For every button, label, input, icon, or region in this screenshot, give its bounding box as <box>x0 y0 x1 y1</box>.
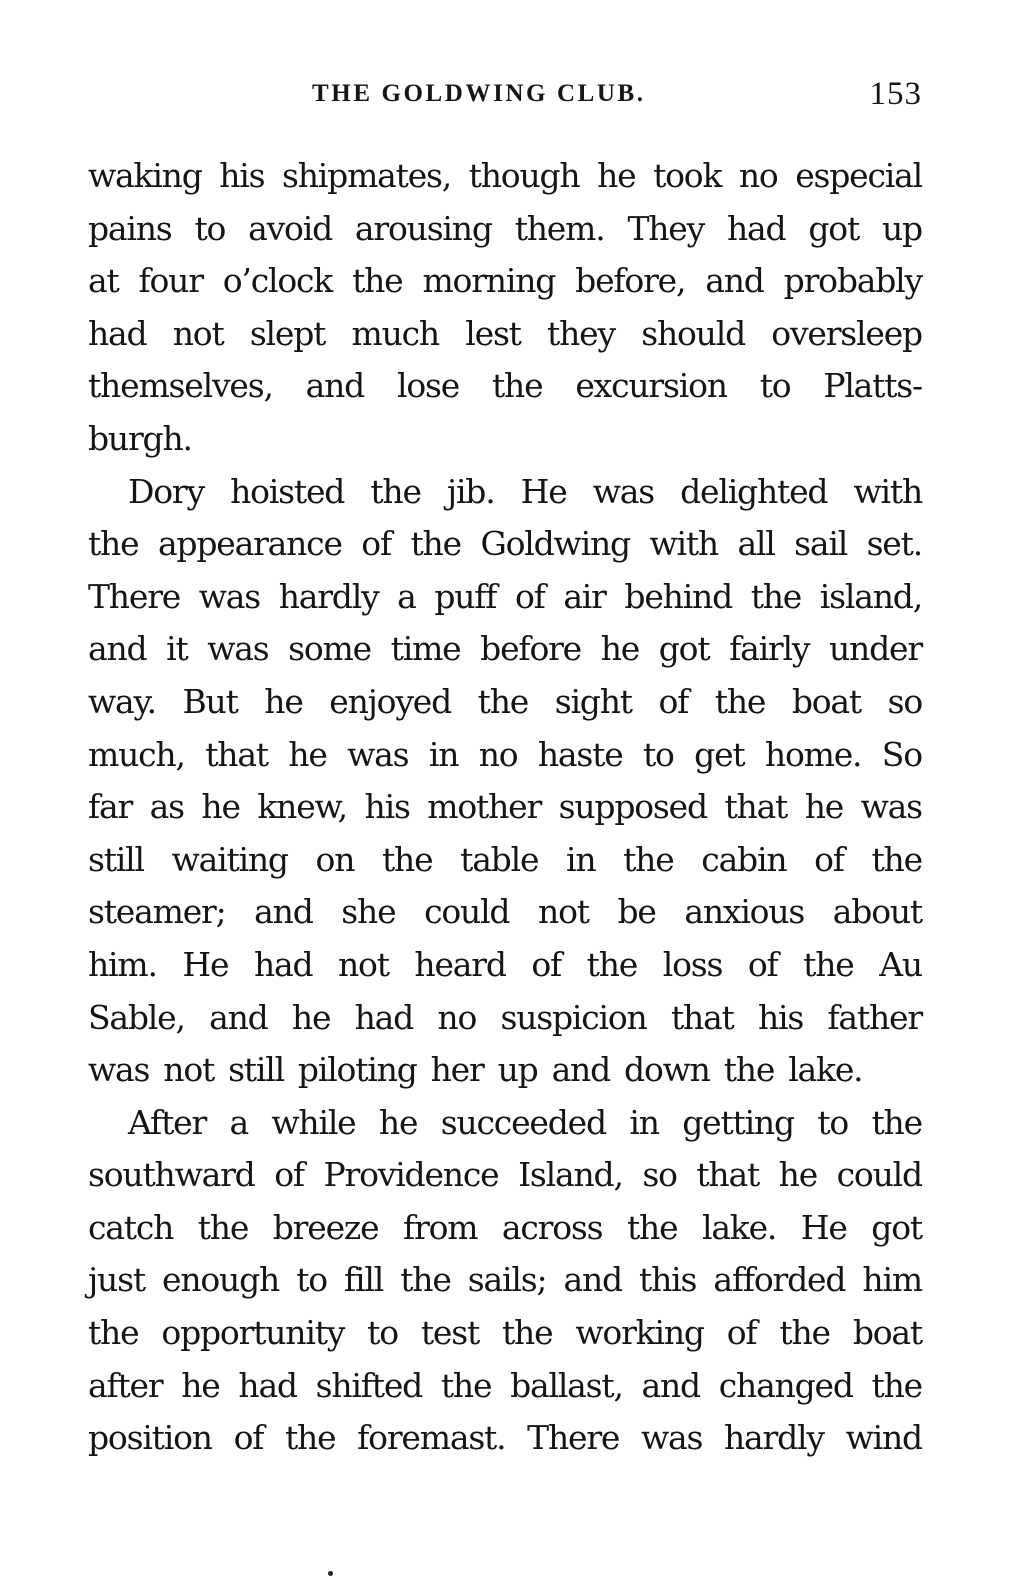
word: especial <box>795 156 922 195</box>
word: slept <box>249 313 326 353</box>
word: got <box>658 629 710 669</box>
word: got <box>808 208 860 248</box>
word: He <box>520 471 567 511</box>
word: suspicion <box>500 997 647 1037</box>
word: haste <box>537 734 623 774</box>
word: they <box>547 313 615 353</box>
word: sails; <box>467 1260 547 1300</box>
word: had <box>354 997 414 1037</box>
word: he <box>181 1365 220 1405</box>
word: opportunity <box>161 1313 345 1353</box>
text-line <box>88 939 922 992</box>
word: sail <box>794 524 848 564</box>
word: he <box>291 997 331 1037</box>
word: after <box>88 1365 163 1405</box>
word: had <box>253 944 313 984</box>
word: father <box>827 997 922 1037</box>
word: the <box>871 1102 922 1142</box>
word: hoisted <box>230 471 345 511</box>
word: afforded <box>713 1260 846 1300</box>
word: far <box>88 787 133 827</box>
word: Sable, <box>88 997 185 1037</box>
word: up <box>497 1050 538 1090</box>
text-line <box>88 886 922 939</box>
page-number: 153 <box>869 76 922 112</box>
word: he <box>378 1102 418 1142</box>
word: he <box>600 629 640 669</box>
word: his <box>364 787 410 827</box>
word: should <box>641 313 745 353</box>
word: mother <box>427 787 542 827</box>
text-line <box>88 992 922 1045</box>
word: his <box>757 997 804 1037</box>
word: and <box>563 1260 622 1300</box>
word: knew, <box>257 787 347 827</box>
word: Au <box>879 944 922 984</box>
word: lake. <box>788 1050 863 1090</box>
word: waking <box>88 156 202 195</box>
text-line <box>88 676 922 729</box>
word: They <box>627 208 705 248</box>
word: burgh. <box>88 418 192 458</box>
text-line <box>88 466 922 519</box>
word: still <box>228 1050 284 1090</box>
word: no <box>478 734 518 774</box>
word: be <box>617 892 656 932</box>
word: the <box>491 366 543 406</box>
word: could <box>424 892 510 932</box>
word: his <box>219 156 265 195</box>
text-line <box>88 203 922 256</box>
word: the <box>871 1365 922 1405</box>
word: shipmates, <box>282 156 452 195</box>
word: the <box>88 524 139 564</box>
word: across <box>501 1207 603 1247</box>
word: anxious <box>684 892 805 932</box>
word: sight <box>554 681 632 721</box>
word: not <box>338 944 389 984</box>
text-line <box>88 308 922 361</box>
word: before <box>480 629 582 669</box>
word: had <box>88 313 147 353</box>
word: fairly <box>729 629 810 669</box>
word: There <box>527 1418 620 1458</box>
word: no <box>437 997 477 1037</box>
word: There <box>88 576 181 616</box>
word: the <box>623 839 674 879</box>
text-line <box>88 1307 922 1360</box>
word: He <box>182 944 229 984</box>
word: and <box>88 629 147 669</box>
text-line <box>88 255 922 308</box>
word: was <box>347 734 409 774</box>
word: the <box>477 681 529 721</box>
word: Platts- <box>823 366 922 406</box>
word: enough <box>162 1260 280 1300</box>
word: of <box>531 944 562 984</box>
word: of <box>814 839 844 879</box>
word: lest <box>465 313 521 353</box>
word: air <box>563 576 606 616</box>
word: morning <box>422 261 556 301</box>
word: no <box>738 156 778 195</box>
word: the <box>714 681 766 721</box>
word: of <box>274 1155 304 1195</box>
word: the <box>779 1313 830 1353</box>
word: get <box>694 734 745 774</box>
word: Providence <box>323 1155 499 1195</box>
text-line <box>88 150 922 203</box>
word: and <box>209 997 268 1037</box>
word: them. <box>514 208 605 248</box>
body-text <box>88 150 922 1465</box>
word: a <box>229 1102 248 1142</box>
word: of <box>658 681 689 721</box>
word: of <box>514 576 545 616</box>
text-line <box>88 623 922 676</box>
word: the <box>352 261 403 301</box>
text-line <box>88 1149 922 1202</box>
word: enjoyed <box>329 681 452 721</box>
word: he <box>288 734 327 774</box>
word: before, <box>575 261 686 301</box>
word: wind <box>845 1418 922 1458</box>
word: lake. <box>701 1207 777 1247</box>
word: with <box>649 524 718 564</box>
word: avoid <box>248 208 332 248</box>
word: all <box>737 524 775 564</box>
word: cabin <box>701 839 787 879</box>
word: the <box>410 524 461 564</box>
word: hardly <box>278 576 379 616</box>
word: to <box>296 1260 327 1300</box>
word: to <box>367 1313 398 1353</box>
word: and <box>305 366 365 406</box>
text-line <box>88 518 922 571</box>
word: He <box>800 1207 847 1247</box>
word: succeeded <box>440 1102 606 1142</box>
word: had <box>238 1365 297 1405</box>
word: pains <box>88 208 172 248</box>
word: Goldwing <box>480 524 630 564</box>
word: was <box>207 629 269 669</box>
word: much, <box>88 734 185 774</box>
word: and <box>705 261 764 301</box>
word: the <box>440 1365 492 1405</box>
word: had <box>727 208 786 248</box>
text-line <box>88 729 922 782</box>
word: boat <box>852 1313 922 1353</box>
word: of <box>361 524 391 564</box>
word: the <box>750 576 802 616</box>
word: on <box>315 839 355 879</box>
word: at <box>88 261 119 301</box>
word: was <box>592 471 654 511</box>
word: catch <box>88 1207 174 1247</box>
word: with <box>853 471 922 511</box>
word: the <box>197 1207 249 1247</box>
word: four <box>138 261 203 301</box>
word: the <box>871 839 922 879</box>
word: in <box>428 734 459 774</box>
word: the <box>284 1418 336 1458</box>
text-line <box>88 571 922 624</box>
word: though <box>468 156 580 195</box>
word: o’clock <box>222 261 333 301</box>
word: Dory <box>128 471 204 511</box>
word: set. <box>866 524 922 564</box>
word: puff <box>434 576 497 616</box>
word: steamer; <box>88 892 226 932</box>
text-line <box>88 1360 922 1413</box>
word: island, <box>819 576 922 616</box>
word: to <box>194 208 226 248</box>
word: delighted <box>680 471 828 511</box>
word: so <box>642 1155 677 1195</box>
word: her <box>430 1050 484 1090</box>
word: excursion <box>575 366 727 406</box>
word: So <box>881 734 922 774</box>
text-line <box>88 781 922 834</box>
word: just <box>88 1260 145 1300</box>
word: the <box>501 1313 553 1353</box>
text-line <box>88 413 922 466</box>
running-title: THE GOLDWING CLUB. <box>312 80 646 107</box>
word: Island, <box>518 1155 623 1195</box>
word: themselves, <box>88 366 273 406</box>
word: and <box>641 1365 700 1405</box>
word: and <box>551 1050 611 1090</box>
word: of <box>747 944 778 984</box>
text-line <box>88 1202 922 1255</box>
word: up <box>881 208 922 248</box>
word: still <box>88 839 144 879</box>
word: in <box>629 1102 659 1142</box>
word: it <box>166 629 188 669</box>
word: to <box>759 366 791 406</box>
word: of <box>726 1313 757 1353</box>
word: the <box>381 839 433 879</box>
word: hardly <box>724 1418 824 1458</box>
word: not <box>538 892 589 932</box>
text-line <box>88 834 922 887</box>
word: behind <box>624 576 733 616</box>
text-line <box>88 1254 922 1307</box>
word: this <box>639 1260 697 1300</box>
word: under <box>828 629 922 669</box>
word: appearance <box>157 524 342 564</box>
word: arousing <box>354 208 492 248</box>
word: took <box>653 156 722 195</box>
ink-speck <box>328 1571 333 1576</box>
word: down <box>624 1050 710 1090</box>
word: while <box>271 1102 356 1142</box>
word: a <box>397 576 416 616</box>
word: breeze <box>272 1207 379 1247</box>
text-line <box>88 360 922 413</box>
word: the <box>626 1207 678 1247</box>
word: in <box>566 839 596 879</box>
word: loss <box>662 944 723 984</box>
word: shifted <box>315 1365 423 1405</box>
word: the <box>803 944 854 984</box>
word: heard <box>414 944 506 984</box>
text-line <box>88 1412 922 1465</box>
word: supposed <box>558 787 707 827</box>
text-line <box>88 1044 922 1097</box>
word: that <box>724 787 788 827</box>
word: ballast, <box>510 1365 623 1405</box>
word: she <box>341 892 396 932</box>
word: was <box>860 787 922 827</box>
word: was <box>198 576 261 616</box>
word: test <box>420 1313 480 1353</box>
word: that <box>670 997 734 1037</box>
word: from <box>402 1207 478 1247</box>
word: working <box>575 1313 704 1353</box>
word: southward <box>88 1155 255 1195</box>
word: lose <box>397 366 460 406</box>
word: the <box>88 1313 139 1353</box>
word: that <box>696 1155 760 1195</box>
word: the <box>586 944 638 984</box>
word: piloting <box>297 1050 417 1090</box>
word: But <box>182 681 238 721</box>
word: not <box>172 313 224 353</box>
word: getting <box>682 1102 794 1142</box>
word: he <box>264 681 303 721</box>
word: as <box>149 787 184 827</box>
word: so <box>887 681 922 721</box>
word: of <box>233 1418 264 1458</box>
word: to <box>642 734 674 774</box>
word: jib. <box>446 471 495 511</box>
word: fill <box>344 1260 384 1300</box>
word: not <box>163 1050 215 1090</box>
word: and <box>254 892 313 932</box>
word: the <box>370 471 421 511</box>
word: he <box>778 1155 818 1195</box>
word: oversleep <box>771 313 922 353</box>
word: changed <box>718 1365 853 1405</box>
word: the <box>400 1260 451 1300</box>
word: time <box>390 629 461 669</box>
word: he <box>804 787 844 827</box>
word: waiting <box>171 839 288 879</box>
text-line <box>88 1097 922 1150</box>
word: about <box>832 892 922 932</box>
word: After <box>128 1102 207 1142</box>
word: got <box>871 1207 922 1247</box>
word: some <box>288 629 371 669</box>
word: the <box>723 1050 775 1090</box>
word: him <box>862 1260 922 1300</box>
word: home. <box>764 734 862 774</box>
word: way. <box>88 681 156 721</box>
word: was <box>641 1418 703 1458</box>
word: boat <box>791 681 861 721</box>
word: position <box>88 1418 212 1458</box>
word: he <box>597 156 636 195</box>
running-head <box>88 76 922 112</box>
word: he <box>201 787 240 827</box>
word: him. <box>88 944 157 984</box>
word: table <box>460 839 539 879</box>
word: to <box>817 1102 849 1142</box>
word: foremast. <box>357 1418 506 1458</box>
word: much <box>351 313 439 353</box>
word: probably <box>783 261 922 301</box>
word: was <box>88 1050 150 1090</box>
word: could <box>836 1155 922 1195</box>
word: that <box>205 734 268 774</box>
